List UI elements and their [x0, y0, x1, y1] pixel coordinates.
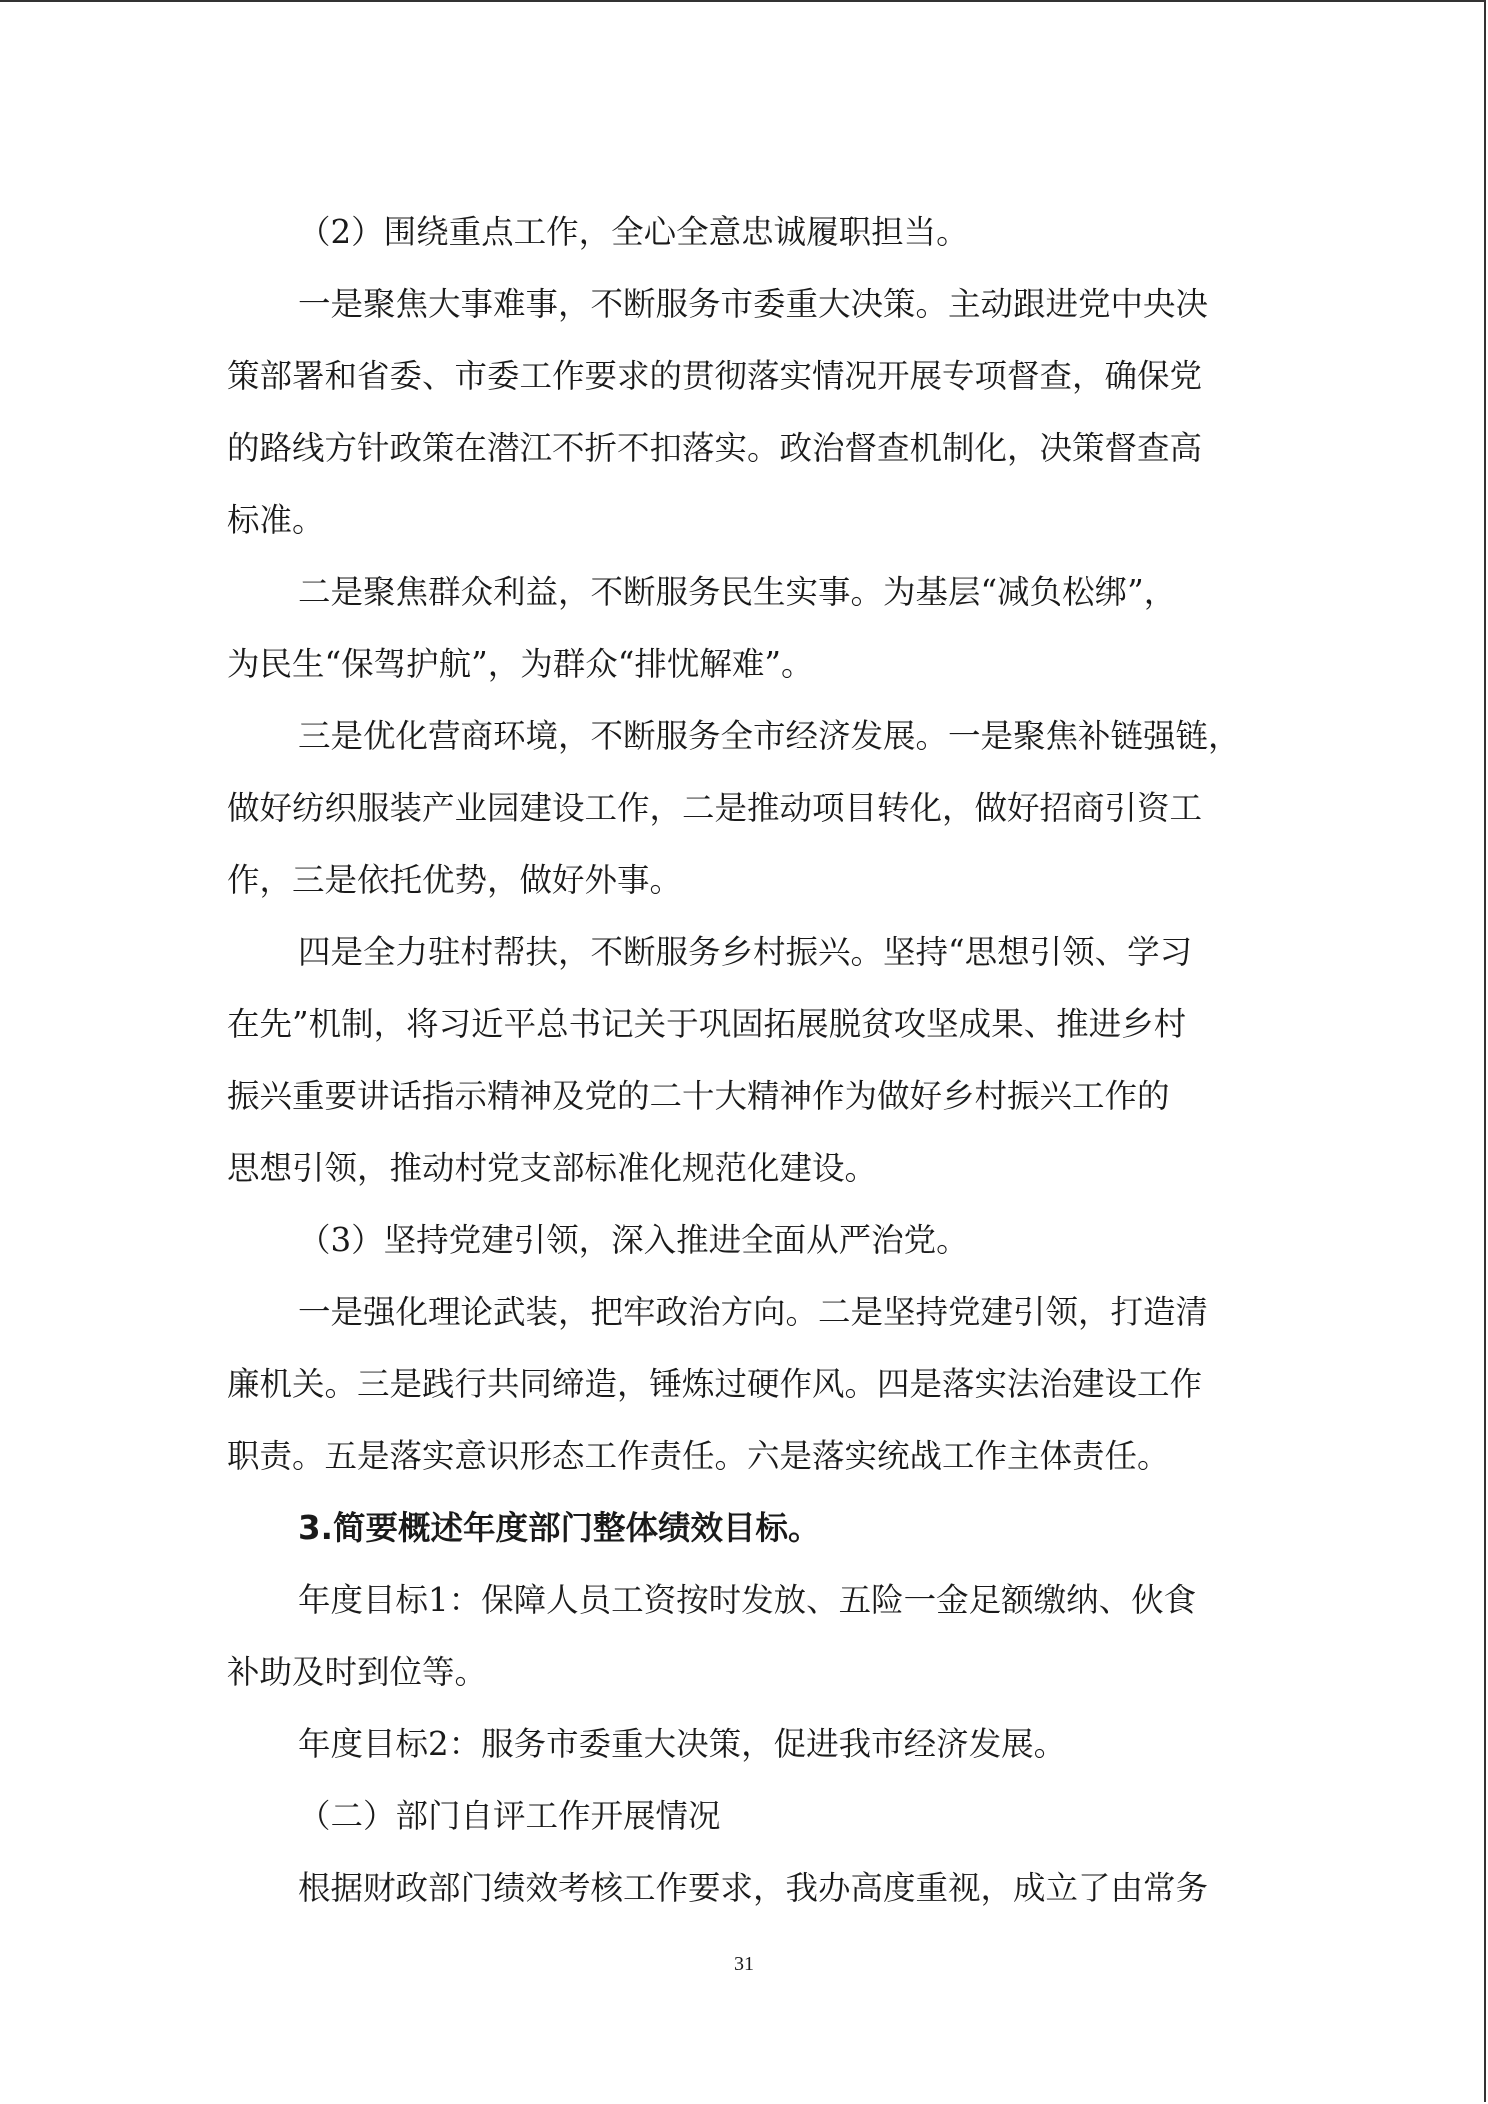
- subsection-heading: （2）围绕重点工作，全心全意忠诚履职担当。: [298, 213, 969, 251]
- paragraph-line: 在先”机制，将习近平总书记关于巩固拓展脱贫攻坚成果、推进乡村: [227, 1005, 1187, 1043]
- document-body: [227, 196, 1263, 1924]
- paragraph-line: 年度目标1：保障人员工资按时发放、五险一金足额缴纳、伙食: [298, 1581, 1197, 1619]
- paragraph-line: 补助及时到位等。: [227, 1653, 488, 1691]
- paragraph-line: 三是优化营商环境，不断服务全市经济发展。一是聚焦补链强链，: [298, 717, 1241, 755]
- paragraph-line: 一是强化理论武装，把牢政治方向。二是坚持党建引领，打造清: [298, 1293, 1209, 1331]
- paragraph-line: 年度目标2：服务市委重大决策，促进我市经济发展。: [298, 1725, 1067, 1763]
- section-heading: （二）部门自评工作开展情况: [298, 1797, 721, 1835]
- paragraph-line: 标准。: [227, 501, 325, 539]
- paragraph-line: 的路线方针政策在潜江不折不扣落实。政治督查机制化，决策督查高: [227, 429, 1203, 467]
- paragraph-line: 廉机关。三是践行共同缔造，锤炼过硬作风。四是落实法治建设工作: [227, 1365, 1203, 1403]
- paragraph-line: 做好纺织服装产业园建设工作，二是推动项目转化，做好招商引资工: [227, 789, 1203, 827]
- paragraph-line: 二是聚焦群众利益，不断服务民生实事。为基层“减负松绑”，: [298, 573, 1177, 611]
- paragraph-line: 作，三是依托优势，做好外事。: [227, 861, 683, 899]
- paragraph-line: 四是全力驻村帮扶，不断服务乡村振兴。坚持“思想引领、学习: [298, 933, 1193, 971]
- paragraph-line: 职责。五是落实意识形态工作责任。六是落实统战工作主体责任。: [227, 1437, 1170, 1475]
- paragraph-line: 一是聚焦大事难事，不断服务市委重大决策。主动跟进党中央决: [298, 285, 1209, 323]
- paragraph-line: 思想引领，推动村党支部标准化规范化建设。: [227, 1149, 878, 1187]
- page-number: 31: [734, 1953, 754, 1975]
- paragraph-line: 振兴重要讲话指示精神及党的二十大精神作为做好乡村振兴工作的: [227, 1077, 1170, 1115]
- paragraph-line: 为民生“保驾护航”，为群众“排忧解难”。: [227, 645, 814, 683]
- section-heading: 3.简要概述年度部门整体绩效目标。: [298, 1509, 821, 1547]
- subsection-heading: （3）坚持党建引领，深入推进全面从严治党。: [298, 1221, 969, 1259]
- paragraph-line: 根据财政部门绩效考核工作要求，我办高度重视，成立了由常务: [298, 1869, 1209, 1907]
- paragraph-line: 策部署和省委、市委工作要求的贯彻落实情况开展专项督查，确保党: [227, 357, 1203, 395]
